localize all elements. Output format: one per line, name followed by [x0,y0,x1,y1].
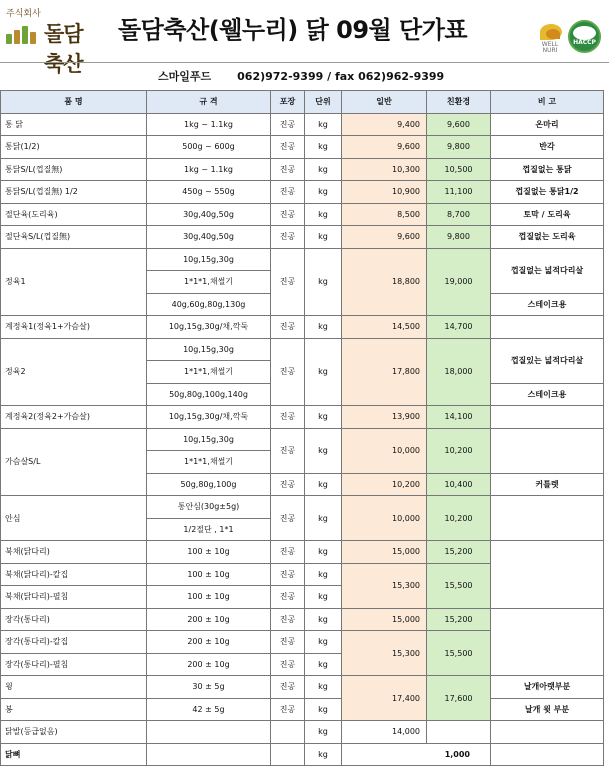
cell-spec: 200 ± 10g [147,608,271,631]
cell-spec: 통안심(30g±5g) [147,496,271,519]
cell-note: 스테이크용 [491,293,604,316]
cell-name: 닭뼈 [1,743,147,766]
cell-eco: 10,500 [427,158,491,181]
cell-unit: kg [305,631,342,654]
cell-spec: 30g,40g,50g [147,203,271,226]
cell-name: 북채(닭다리)-펼침 [1,586,147,609]
cell-pack: 진공 [271,496,305,541]
cell-eco: 11,100 [427,181,491,204]
price-table [0,90,604,766]
cell-eco: 15,200 [427,608,491,631]
cell-general: 13,900 [342,406,427,429]
cell-name: 북채(닭다리) [1,541,147,564]
table-header-row [1,91,604,114]
cell-unit: kg [305,226,342,249]
cell-unit: kg [305,721,342,744]
cell-pack: 진공 [271,586,305,609]
cell-pack: 진공 [271,203,305,226]
cell-general: 15,000 [342,608,427,631]
col-general: 일반 [342,91,427,114]
cell-note [491,316,604,339]
col-pack: 포장 [271,91,305,114]
cell-general: 10,300 [342,158,427,181]
wellnuri-text: WELL NURI [541,41,559,54]
cell-eco: 10,200 [427,428,491,473]
cell-spec: 100 ± 10g [147,541,271,564]
cell-unit: kg [305,203,342,226]
cell-unit: kg [305,181,342,204]
cell-unit: kg [305,563,342,586]
logo-bars-icon [6,26,40,44]
cell-note [491,743,604,766]
logo-name: 돌담축산 [44,22,83,76]
cell-spec: 40g,60g,80g,130g [147,293,271,316]
cell-unit: kg [305,586,342,609]
cell-general: 15,000 [342,541,427,564]
cell-pack: 진공 [271,653,305,676]
cell-eco: 10,400 [427,473,491,496]
cell-note [491,541,604,609]
cell-spec: 10g,15g,30g/채,깍둑 [147,406,271,429]
table-row [1,608,604,631]
cell-general: 10,000 [342,496,427,541]
cell-general: 9,600 [342,136,427,159]
cell-name: 장각(통다리)-칼집 [1,631,147,654]
cell-eco: 10,200 [427,496,491,541]
cell-unit: kg [305,608,342,631]
logo-company-type: 주식회사 [6,9,41,19]
table-row [1,406,604,429]
cell-eco: 9,800 [427,136,491,159]
cell-unit: kg [305,136,342,159]
cell-pack [271,721,305,744]
cell-pack: 진공 [271,338,305,406]
cell-pack: 진공 [271,676,305,699]
cell-spec: 200 ± 10g [147,631,271,654]
cell-unit: kg [305,473,342,496]
cell-eco [427,721,491,744]
cell-note: 커틀렛 [491,473,604,496]
table-row [1,496,604,519]
contact-line [158,68,444,84]
page-header [0,0,609,76]
cell-general: 14,500 [342,316,427,339]
cell-spec: 50g,80g,100g,140g [147,383,271,406]
cell-note: 반각 [491,136,604,159]
cell-spec: 10g,15g,30g [147,428,271,451]
cell-spec: 10g,15g,30g [147,338,271,361]
cell-name: 정육2 [1,338,147,406]
cell-unit: kg [305,406,342,429]
cell-spec: 1*1*1,채썰기 [147,361,271,384]
cell-name: 윙 [1,676,147,699]
table-row [1,113,604,136]
cell-eco: 17,600 [427,676,491,721]
cell-spec: 10g,15g,30g/채,깍둑 [147,316,271,339]
cell-name: 계정육1(정육1+가슴살) [1,316,147,339]
cell-name: 장각(통다리)-펼침 [1,653,147,676]
cell-general: 17,800 [342,338,427,406]
cell-note: 껍질없는 통닭1/2 [491,181,604,204]
cell-general: 15,300 [342,563,427,608]
cell-general: 10,000 [342,428,427,473]
cell-name: 통닭(1/2) [1,136,147,159]
col-note: 비 고 [491,91,604,114]
cell-spec: 500g ~ 600g [147,136,271,159]
cell-unit: kg [305,653,342,676]
table-row [1,248,604,271]
cell-note [491,406,604,429]
cell-pack: 진공 [271,158,305,181]
cell-note: 날개 윗 부분 [491,698,604,721]
cell-eco: 9,800 [427,226,491,249]
cell-spec: 1/2절단 , 1*1 [147,518,271,541]
cell-general: 14,000 [342,721,427,744]
cell-eco: 18,000 [427,338,491,406]
cell-pack: 진공 [271,428,305,473]
cell-note [491,608,604,676]
cell-general: 1,000 [342,743,491,766]
cell-pack: 진공 [271,248,305,316]
table-row [1,316,604,339]
cell-spec: 42 ± 5g [147,698,271,721]
table-row [1,338,604,361]
company-logo [4,6,100,76]
table-row [1,226,604,249]
cell-pack: 진공 [271,563,305,586]
contact-company: 스마일푸드 [158,70,212,83]
cell-unit: kg [305,338,342,406]
cell-spec: 100 ± 10g [147,563,271,586]
cell-pack: 진공 [271,631,305,654]
cell-note: 스테이크용 [491,383,604,406]
cell-name: 닭발(등급없음) [1,721,147,744]
cell-name: 통닭S/L(껍질無) [1,158,147,181]
cell-note: 온마리 [491,113,604,136]
cell-pack: 진공 [271,113,305,136]
cell-general: 18,800 [342,248,427,316]
cell-unit: kg [305,496,342,541]
cell-name: 절단육S/L(껍질無) [1,226,147,249]
cell-spec: 1kg ~ 1.1kg [147,113,271,136]
cell-pack: 진공 [271,608,305,631]
cell-general: 10,900 [342,181,427,204]
cell-pack: 진공 [271,541,305,564]
cell-general: 17,400 [342,676,427,721]
cell-unit: kg [305,743,342,766]
cell-pack: 진공 [271,316,305,339]
cell-unit: kg [305,158,342,181]
cell-unit: kg [305,676,342,699]
cell-eco: 14,700 [427,316,491,339]
cell-pack: 진공 [271,406,305,429]
col-name: 품 명 [1,91,147,114]
cell-spec: 1kg ~ 1.1kg [147,158,271,181]
table-row [1,698,604,721]
col-eco: 친환경 [427,91,491,114]
table-row [1,676,604,699]
cell-unit: kg [305,113,342,136]
cell-unit: kg [305,316,342,339]
table-row [1,136,604,159]
cell-spec: 10g,15g,30g [147,248,271,271]
cell-general: 8,500 [342,203,427,226]
cell-name: 통 닭 [1,113,147,136]
cell-note: 껍질없는 도리육 [491,226,604,249]
cell-name: 북채(닭다리)-칼집 [1,563,147,586]
cell-eco: 14,100 [427,406,491,429]
contact-phone: 062)972-9399 / fax 062)962-9399 [237,70,445,83]
cell-eco: 15,500 [427,563,491,608]
cell-pack: 진공 [271,473,305,496]
cell-spec: 30g,40g,50g [147,226,271,249]
cell-pack: 진공 [271,136,305,159]
cell-spec: 1*1*1,채썰기 [147,271,271,294]
cell-general: 15,300 [342,631,427,676]
cell-pack: 진공 [271,698,305,721]
cell-spec: 1*1*1,채썰기 [147,451,271,474]
cell-general: 10,200 [342,473,427,496]
cell-note [491,496,604,541]
table-row [1,158,604,181]
cell-name: 안심 [1,496,147,541]
haccp-text: HACCP [573,39,596,46]
cell-note [491,721,604,744]
cell-eco: 15,500 [427,631,491,676]
cell-unit: kg [305,248,342,316]
col-unit: 단위 [305,91,342,114]
cell-eco: 15,200 [427,541,491,564]
cell-pack: 진공 [271,181,305,204]
haccp-badge [568,20,601,53]
cell-spec: 200 ± 10g [147,653,271,676]
cell-spec: 30 ± 5g [147,676,271,699]
cell-spec [147,743,271,766]
cell-eco: 8,700 [427,203,491,226]
cell-spec [147,721,271,744]
cell-note: 날개아랫부분 [491,676,604,699]
cell-pack [271,743,305,766]
cell-unit: kg [305,698,342,721]
table-row [1,428,604,451]
cell-spec: 450g ~ 550g [147,181,271,204]
cell-note: 껍질있는 넓적다리살 [491,338,604,383]
cell-name: 절단육(도리육) [1,203,147,226]
table-row [1,721,604,744]
cell-unit: kg [305,428,342,473]
cell-name: 가슴살S/L [1,428,147,496]
cell-spec: 50g,80g,100g [147,473,271,496]
table-row [1,541,604,564]
cell-name: 통닭S/L(껍질無) 1/2 [1,181,147,204]
cell-note [491,428,604,473]
cell-general: 9,400 [342,113,427,136]
table-row [1,203,604,226]
cell-note: 토막 / 도리육 [491,203,604,226]
cell-name: 장각(통다리) [1,608,147,631]
cell-name: 정육1 [1,248,147,316]
cell-note: 껍질없는 통닭 [491,158,604,181]
header-divider [0,62,609,63]
page-title: 돌담축산(웰누리) 닭 09월 단가표 [118,16,468,44]
cell-name: 계정육2(정육2+가슴살) [1,406,147,429]
cell-eco: 19,000 [427,248,491,316]
table-row [1,181,604,204]
col-spec: 규 격 [147,91,271,114]
cell-spec: 100 ± 10g [147,586,271,609]
cell-general: 9,600 [342,226,427,249]
cell-unit: kg [305,541,342,564]
cell-pack: 진공 [271,226,305,249]
cell-note: 껍질없는 넓적다리살 [491,248,604,293]
cell-eco: 9,600 [427,113,491,136]
cell-name: 봉 [1,698,147,721]
table-row [1,743,604,766]
